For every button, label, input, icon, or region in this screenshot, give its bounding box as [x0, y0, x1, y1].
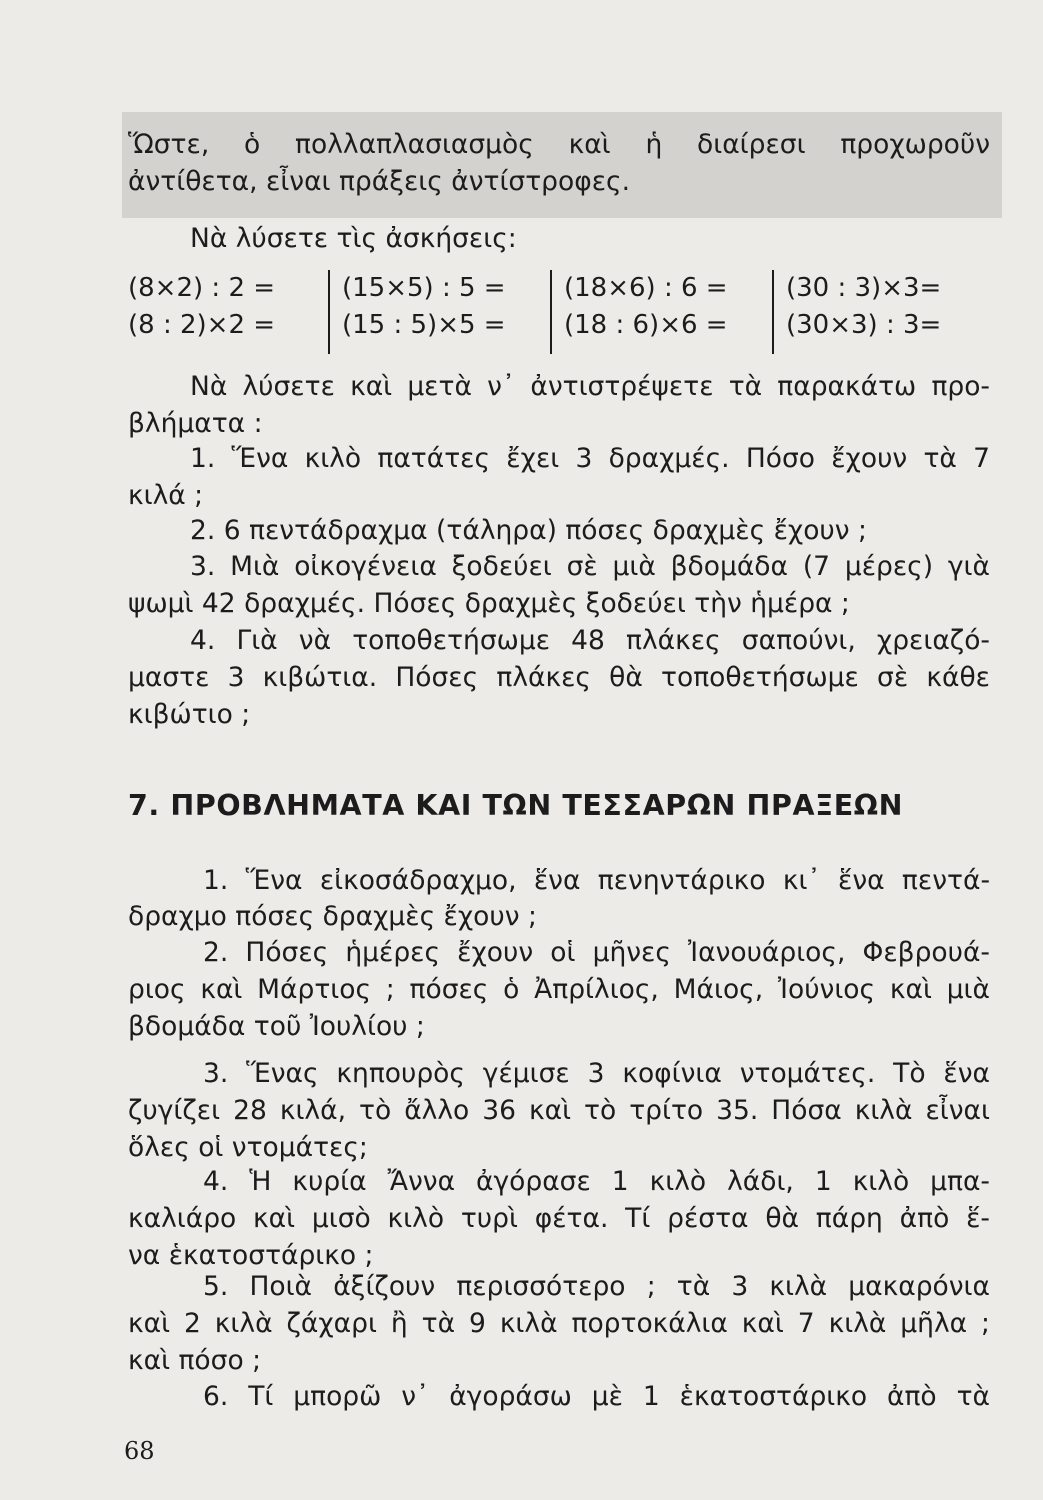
exercise-column: [772, 270, 990, 354]
problems-prompt-line-2: βλήματα :: [128, 408, 263, 439]
exercise-bottom: (8 : 2)×2 =: [128, 310, 276, 340]
section-problem-4-line-2: καλιάρο καὶ μισὸ κιλὸ τυρὶ φέτα. Τί ρέστα θὰ πάρη ἀπὸ ἕ-: [128, 1203, 990, 1234]
section-heading: 7. ΠΡΟΒΛΗΜΑΤΑ ΚΑΙ ΤΩΝ ΤΕΣΣΑΡΩΝ ΠΡΑΞΕΩΝ: [128, 789, 904, 822]
section-problem-3-line-1: 3. Ἕνας κηπουρὸς γέμισε 3 κοφίνια ντομάτες. Τὸ ἕνα: [203, 1058, 990, 1089]
exercise-column: [128, 270, 328, 354]
problem-3-line-2: ψωμὶ 42 δραχμές. Πόσες δραχμὲς ξοδεύει τὴν ἡμέρα ;: [128, 588, 850, 619]
problem-1-line-1: 1. Ἕνα κιλὸ πατάτες ἔχει 3 δραχμές. Πόσο ἔχουν τὰ 7: [190, 443, 990, 474]
intro-line-2: ἀντίθετα, εἶναι πράξεις ἀντίστροφες.: [128, 166, 630, 197]
problem-4-line-2: μαστε 3 κιβώτια. Πόσες πλάκες θὰ τοποθετήσωμε σὲ κάθε: [128, 662, 990, 693]
section-problem-2-line-2: ριος καὶ Μάρτιος ; πόσες ὁ Ἀπρίλιος, Μάιος, Ἰούνιος καὶ μιὰ: [128, 974, 990, 1005]
exercise-top: (30 : 3)×3=: [786, 273, 942, 303]
exercise-bottom: (30×3) : 3=: [786, 310, 942, 340]
problems-prompt-line-1: Νὰ λύσετε καὶ μετὰ ν᾿ ἀντιστρέψετε τὰ παρακάτω προ-: [190, 371, 990, 402]
section-problem-3-line-2: ζυγίζει 28 κιλά, τὸ ἄλλο 36 καὶ τὸ τρίτο 35. Πόσα κιλὰ εἶναι: [128, 1095, 990, 1126]
exercises-prompt: Νὰ λύσετε τὶς ἀσκήσεις:: [190, 223, 517, 254]
problem-1-line-2: κιλά ;: [128, 480, 204, 511]
section-problem-6-line-1: 6. Τί μπορῶ ν᾿ ἀγοράσω μὲ 1 ἑκατοστάρικο ἀπὸ τὰ: [203, 1381, 990, 1412]
section-problem-4-line-1: 4. Ἡ κυρία Ἄννα ἀγόρασε 1 κιλὸ λάδι, 1 κιλὸ μπα-: [203, 1166, 990, 1197]
section-problem-2-line-1: 2. Πόσες ἡμέρες ἔχουν οἱ μῆνες Ἰανουάριος, Φεβρουά-: [203, 937, 990, 968]
page-number: 68: [124, 1437, 155, 1465]
problem-3-line-1: 3. Μιὰ οἰκογένεια ξοδεύει σὲ μιὰ βδομάδα (7 μέρες) γιὰ: [190, 551, 990, 582]
exercise-bottom: (18 : 6)×6 =: [564, 310, 728, 340]
section-problem-2-line-3: βδομάδα τοῦ Ἰουλίου ;: [128, 1011, 425, 1042]
section-problem-4-line-3: να ἑκατοστάρικο ;: [128, 1240, 374, 1271]
exercise-top: (15×5) : 5 =: [342, 273, 506, 303]
section-problem-1-line-1: 1. Ἕνα εἰκοσάδραχμο, ἕνα πενηντάρικο κι᾿ ἕνα πεντά-: [203, 865, 990, 896]
problem-2-line-1: 2. 6 πεντάδραχμα (τάληρα) πόσες δραχμὲς ἔχουν ;: [190, 515, 867, 546]
intro-line-1: Ὥστε, ὁ πολλαπλασιασμὸς καὶ ἡ διαίρεσι προχωροῦν: [128, 129, 990, 160]
exercise-column: [550, 270, 772, 354]
exercise-top: (18×6) : 6 =: [564, 273, 728, 303]
section-problem-3-line-3: ὅλες οἱ ντομάτες;: [128, 1132, 368, 1163]
exercise-bottom: (15 : 5)×5 =: [342, 310, 506, 340]
exercise-grid: [128, 270, 990, 354]
section-problem-5-line-1: 5. Ποιὰ ἀξίζουν περισσότερο ; τὰ 3 κιλὰ μακαρόνια: [203, 1271, 990, 1302]
exercise-column: [328, 270, 550, 354]
exercise-top: (8×2) : 2 =: [128, 273, 276, 303]
section-problem-5-line-2: καὶ 2 κιλὰ ζάχαρι ἢ τὰ 9 κιλὰ πορτοκάλια καὶ 7 κιλὰ μῆλα ;: [128, 1308, 990, 1339]
section-problem-1-line-2: δραχμο πόσες δραχμὲς ἔχουν ;: [128, 901, 537, 932]
problem-4-line-3: κιβώτιο ;: [128, 699, 251, 730]
problem-4-line-1: 4. Γιὰ νὰ τοποθετήσωμε 48 πλάκες σαπούνι, χρειαζό-: [190, 625, 990, 656]
section-problem-5-line-3: καὶ πόσο ;: [128, 1345, 262, 1376]
